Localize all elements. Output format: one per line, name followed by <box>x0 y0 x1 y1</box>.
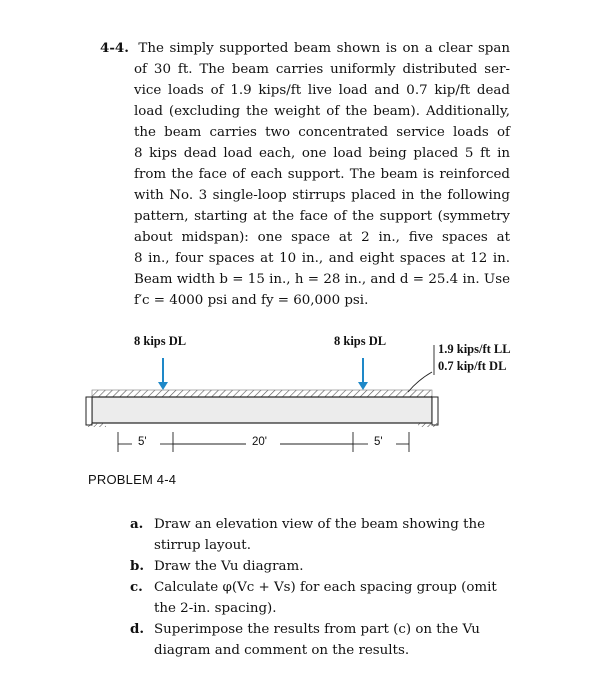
left-ground <box>86 423 106 427</box>
problem-line-11: 8 in., four spaces at 10 in., and eight spaces at 12 in. <box>134 251 510 266</box>
question-a: a. Draw an elevation view of the beam showing the stirrup layout. <box>130 516 486 553</box>
problem-line-8: with No. 3 single-loop stirrups placed in the following <box>134 188 510 203</box>
left-point-load-label: 8 kips DL <box>134 334 187 348</box>
right-ground <box>418 423 438 427</box>
beam <box>92 397 432 423</box>
dim-right-label: 5' <box>374 436 383 448</box>
left-point-load-arrow <box>158 358 168 390</box>
problem-caption: PROBLEM 4-4 <box>88 472 177 487</box>
problem-line-4: load (excluding the weight of the beam). Additionally, <box>134 104 510 119</box>
problem-line-2: of 30 ft. The beam carries uniformly distributed ser- <box>134 62 510 77</box>
dead-load-label: 0.7 kip/ft DL <box>438 359 507 373</box>
right-point-load-label: 8 kips DL <box>334 334 387 348</box>
problem-line-3: vice loads of 1.9 kips/ft live load and 0.7 kip/ft dead <box>134 83 510 98</box>
left-support <box>86 397 92 425</box>
dim-mid-label: 20' <box>252 436 267 448</box>
problem-line-6: 8 kips dead load each, one load being placed 5 ft in <box>134 146 510 161</box>
problem-line-10: about midspan): one space at 2 in., five spaces at <box>134 230 510 245</box>
distributed-load-leader <box>408 372 432 392</box>
question-d: d. Superimpose the results from part (c) on the Vu diagram and comment on the results. <box>130 621 480 658</box>
problem-line-5: the beam carries two concentrated service loads of <box>134 125 510 140</box>
question-c: c. Calculate φ(Vc + Vs) for each spacing group (omit the 2-in. spacing). <box>130 579 497 616</box>
problem-line-7: from the face of each support. The beam is reinforced <box>134 167 510 182</box>
question-b: b. Draw the Vu diagram. <box>130 558 304 574</box>
problem-line-13: f′c = 4000 psi and fy = 60,000 psi. <box>134 293 369 308</box>
question-list <box>130 514 510 661</box>
distributed-load-band <box>92 390 432 397</box>
live-load-label: 1.9 kips/ft LL <box>438 342 511 356</box>
right-support <box>432 397 438 425</box>
problem-line-9: pattern, starting at the face of the support (symmetry <box>134 209 510 224</box>
problem-line-1: 4-4. The simply supported beam shown is on a clear span <box>100 40 510 56</box>
problem-line-12: Beam width b = 15 in., h = 28 in., and d = 25.4 in. Use <box>134 272 510 287</box>
dim-left-label: 5' <box>138 436 147 448</box>
right-point-load-arrow <box>358 358 368 390</box>
problem-number: 4-4. <box>100 40 129 56</box>
